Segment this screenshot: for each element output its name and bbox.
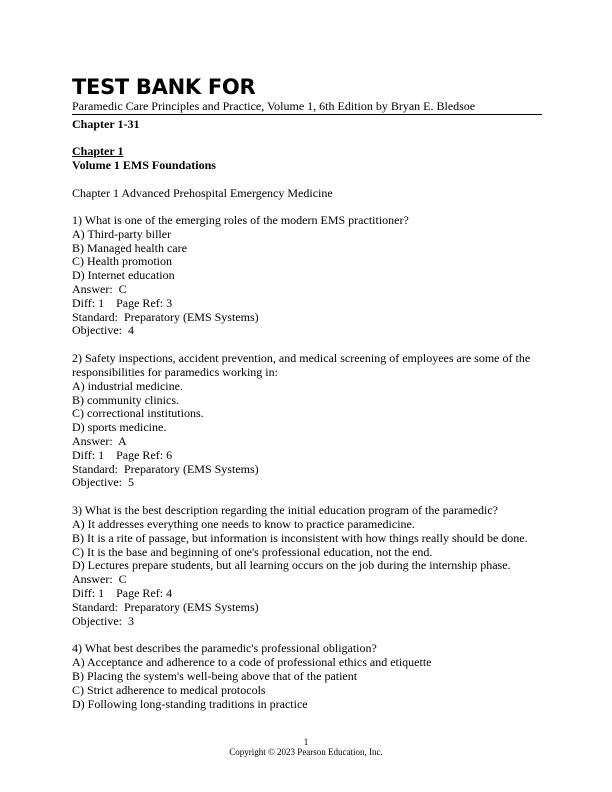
option-a: A) Acceptance and adherence to a code of professional ethics and etiquette [72,655,432,670]
copyright-notice: Copyright © 2023 Pearson Education, Inc. [229,747,383,757]
answer: Answer: C [72,281,127,296]
objective: Objective: 4 [72,323,134,338]
difficulty-page-ref: Diff: 1 Page Ref: 6 [72,447,173,462]
question-text: 1) What is one of the emerging roles of the modern EMS practitioner? [72,213,409,227]
option-a: A) industrial medicine. [72,378,183,393]
option-a: A) Third-party biller [72,226,172,241]
page-number: 1 [303,737,309,747]
document-title: TEST BANK FOR [72,75,256,99]
objective: Objective: 5 [72,475,134,490]
standard: Standard: Preparatory (EMS Systems) [72,599,259,614]
chapter-range: Chapter 1-31 [72,117,140,131]
difficulty-page-ref: Diff: 1 Page Ref: 4 [72,585,173,600]
option-d: D) Following long-standing traditions in practice [72,696,308,711]
option-b: B) Managed health care [72,240,187,255]
option-d: D) Lectures prepare students, but all learning occurs on the job during the internship phase. [72,558,511,573]
volume-heading: Volume 1 EMS Foundations [72,158,216,172]
question-1 [72,214,542,338]
option-a: A) It addresses everything one needs to know to practice paramedicine. [72,516,415,531]
option-c: C) correctional institutions. [72,406,204,421]
question-text: 3) What is the best description regarding the initial education program of the paramedic? [72,503,498,518]
question-text: 2) Safety inspections, accident prevention, and medical screening of employees are some of the responsibilities for paramedics working in: [72,351,534,379]
title-divider [72,114,542,115]
question-2 [72,352,542,490]
chapter-name: Chapter 1 Advanced Prehospital Emergency Medicine [72,186,333,200]
objective: Objective: 3 [72,613,134,628]
option-c: C) It is the base and beginning of one's professional education, not the end. [72,544,433,559]
option-c: C) Health promotion [72,254,172,269]
option-b: B) It is a rite of passage, but information is inconsistent with how things really should be done. [72,530,528,545]
standard: Standard: Preparatory (EMS Systems) [72,461,259,476]
answer: Answer: A [72,433,127,448]
question-4 [72,642,542,711]
page-footer [0,737,612,757]
difficulty-page-ref: Diff: 1 Page Ref: 3 [72,295,173,310]
option-d: D) sports medicine. [72,420,167,435]
option-c: C) Strict adherence to medical protocols [72,682,266,697]
answer: Answer: C [72,572,127,587]
option-b: B) Placing the system's well-being above that of the patient [72,668,358,683]
question-3 [72,504,542,628]
chapter-heading: Chapter 1 [72,144,124,158]
book-subtitle: Paramedic Care Principles and Practice, Volume 1, 6th Edition by Bryan E. Bledsoe [72,99,476,113]
standard: Standard: Preparatory (EMS Systems) [72,309,259,324]
option-b: B) community clinics. [72,392,179,407]
question-text: 4) What best describes the paramedic's professional obligation? [72,641,377,656]
document-page [72,76,542,711]
option-d: D) Internet education [72,268,175,283]
